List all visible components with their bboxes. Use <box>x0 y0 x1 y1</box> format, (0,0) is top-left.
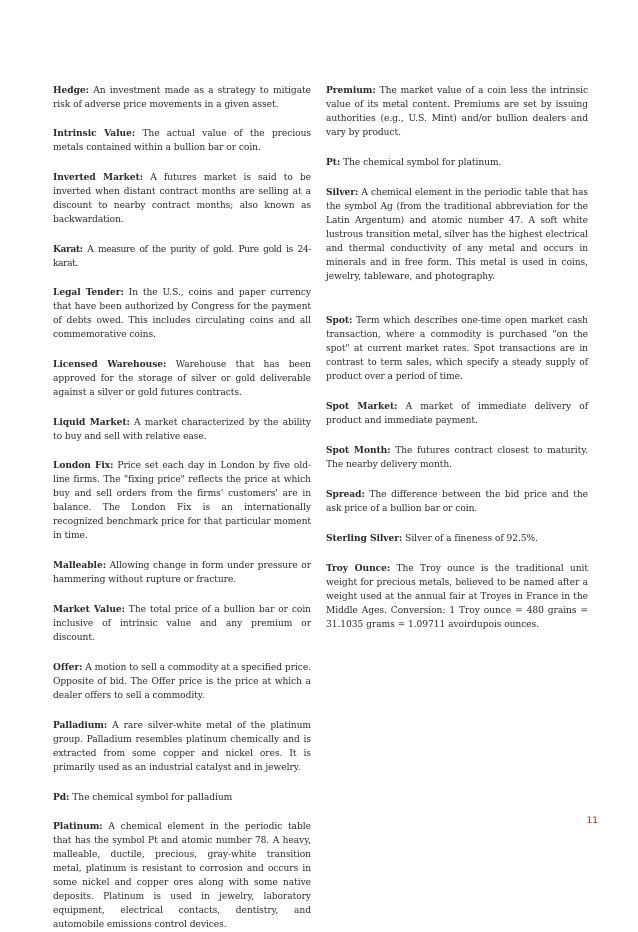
glossary-term: Intrinsic Value: <box>53 128 136 139</box>
glossary-definition: A market of immediate delivery of product and immediate payment. <box>326 402 589 426</box>
glossary-definition: The chemical symbol for platinum. <box>340 158 502 168</box>
glossary-term: London Fix: <box>53 460 114 471</box>
glossary-entry-london-fix <box>53 459 311 543</box>
glossary-term: Karat: <box>53 244 83 255</box>
glossary-entry-premium <box>326 84 588 140</box>
glossary-term: Market Value: <box>53 604 125 615</box>
glossary-definition: A futures market is said to be inverted when distant contract months are selling at a discount to nearby contract months; also known as backwardation. <box>53 173 311 225</box>
glossary-definition: The chemical symbol for palladium <box>69 793 233 803</box>
glossary-term: Premium: <box>326 85 376 96</box>
glossary-entry-platinum <box>53 820 311 932</box>
glossary-definition: The actual value of the precious metals contained within a bullion bar or coin. <box>53 129 311 153</box>
glossary-entry-intrinsic-value <box>53 127 311 155</box>
glossary-term: Inverted Market: <box>53 172 144 183</box>
glossary-term: Pd: <box>53 792 70 803</box>
glossary-entry-karat <box>53 243 311 271</box>
glossary-definition: Term which describes one-time open market cash transaction, where a commodity is purchased "on the spot" at current market rates. Spot transactions are in contrast to term sales, which specify a steady supply of product over a period of time. <box>326 316 588 382</box>
glossary-term: Spot: <box>326 315 353 326</box>
glossary-term: Spread: <box>326 489 365 500</box>
right-column <box>326 84 588 632</box>
glossary-entry-liquid-market <box>53 416 311 444</box>
glossary-term: Platinum: <box>53 821 103 832</box>
glossary-term: Palladium: <box>53 720 108 731</box>
glossary-term: Licensed Warehouse: <box>53 359 167 370</box>
glossary-entry-offer <box>53 661 311 703</box>
glossary-entry-spread <box>326 488 588 516</box>
glossary-entry-pd <box>53 791 311 805</box>
glossary-definition: A measure of the purity of gold. Pure gold is 24-karat. <box>53 245 311 269</box>
glossary-entry-market-value <box>53 603 311 645</box>
glossary-term: Sterling Silver: <box>326 533 403 544</box>
glossary-definition: The market value of a coin less the intrinsic value of its metal content. Premiums are set by issuing authorities (e.g., U.S. Mint) and/or bullion dealers and vary by product. <box>326 86 588 138</box>
glossary-term: Hedge: <box>53 85 89 96</box>
glossary-term: Spot Month: <box>326 445 391 456</box>
glossary-entry-malleable <box>53 559 311 587</box>
glossary-entry-silver <box>326 186 588 284</box>
glossary-definition: A motion to sell a commodity at a specified price. Opposite of bid. The Offer price is the price at which a dealer offers to sell a commodity. <box>53 663 311 701</box>
glossary-term: Liquid Market: <box>53 417 130 428</box>
glossary-term: Pt: <box>326 157 341 168</box>
glossary-entry-legal-tender <box>53 286 311 342</box>
glossary-definition: A rare silver-white metal of the platinum group. Palladium resembles platinum chemically and is extracted from some copper and nickel ores. It is primarily used as an industrial catalyst and in jewelry. <box>53 721 311 773</box>
glossary-entry-spot-month <box>326 444 588 472</box>
glossary-definition: Allowing change in form under pressure or hammering without rupture or fracture. <box>53 561 311 585</box>
glossary-entry-palladium <box>53 719 311 775</box>
glossary-definition: A chemical element in the periodic table that has the symbol Ag (from the traditional abbreviation for the Latin Argentum) and atomic number 47. A soft white lustrous transition metal, silver has the highest electrical and thermal conductivity of any metal and occurs in minerals and in free form. This metal is used in coins, jewelry, tableware, and photography. <box>326 188 588 282</box>
glossary-definition: A chemical element in the periodic table that has the symbol Pt and atomic number 78. A heavy, malleable, ductile, precious, gray-white transition metal, platinum is resistant to corrosion and occurs in some nickel and copper ores along with some native deposits. Platinum is used in jewelry, laboratory equipment, electrical contacts, dentistry, and automobile emissions control devices. <box>53 822 311 930</box>
glossary-definition: In the U.S., coins and paper currency that have been authorized by Congress for the payment of debts owed. This includes circulating coins and all commemorative coins. <box>53 288 311 340</box>
glossary-term: Troy Ounce: <box>326 563 391 574</box>
glossary-entry-spot <box>326 314 588 384</box>
page-number: 11 <box>586 816 598 826</box>
glossary-entry-pt <box>326 156 588 170</box>
glossary-term: Offer: <box>53 662 83 673</box>
glossary-term: Spot Market: <box>326 401 398 412</box>
glossary-term: Silver: <box>326 187 359 198</box>
glossary-definition: Price set each day in London by five old-line firms. The "fixing price" reflects the price at which buy and sell orders from the firms' customers' are in balance. The London Fix is an internationally recognized benchmark price for that particular moment in time. <box>53 461 311 541</box>
glossary-definition: The difference between the bid price and the ask price of a bullion bar or coin. <box>326 490 588 514</box>
glossary-entry-inverted-market <box>53 171 311 227</box>
glossary-term: Legal Tender: <box>53 287 124 298</box>
glossary-entry-licensed-warehouse <box>53 358 311 400</box>
glossary-term: Malleable: <box>53 560 107 571</box>
glossary-definition: The total price of a bullion bar or coin inclusive of intrinsic value and any premium or discount. <box>53 605 311 643</box>
glossary-entry-hedge <box>53 84 311 112</box>
glossary-entry-sterling-silver <box>326 532 588 546</box>
glossary-definition: An investment made as a strategy to mitigate risk of adverse price movements in a given asset. <box>53 86 311 110</box>
left-column <box>53 84 311 932</box>
glossary-entry-spot-market <box>326 400 588 428</box>
glossary-definition: A market characterized by the ability to buy and sell with relative ease. <box>53 418 311 442</box>
glossary-definition: Warehouse that has been approved for the storage of silver or gold deliverable against a silver or gold futures contracts. <box>53 360 311 398</box>
glossary-definition: The Troy ounce is the traditional unit weight for precious metals, believed to be named after a weight used at the annual fair at Troyes in France in the Middle Ages. Conversion: 1 Troy ounce = 480 grains = 31.1035 grams = 1.09711 avoirdupois ounces. <box>326 564 589 630</box>
glossary-definition: Silver of a fineness of 92.5%. <box>402 534 538 544</box>
glossary-entry-troy-ounce <box>326 562 588 632</box>
glossary-definition: The futures contract closest to maturity. The nearby delivery month. <box>326 446 588 470</box>
